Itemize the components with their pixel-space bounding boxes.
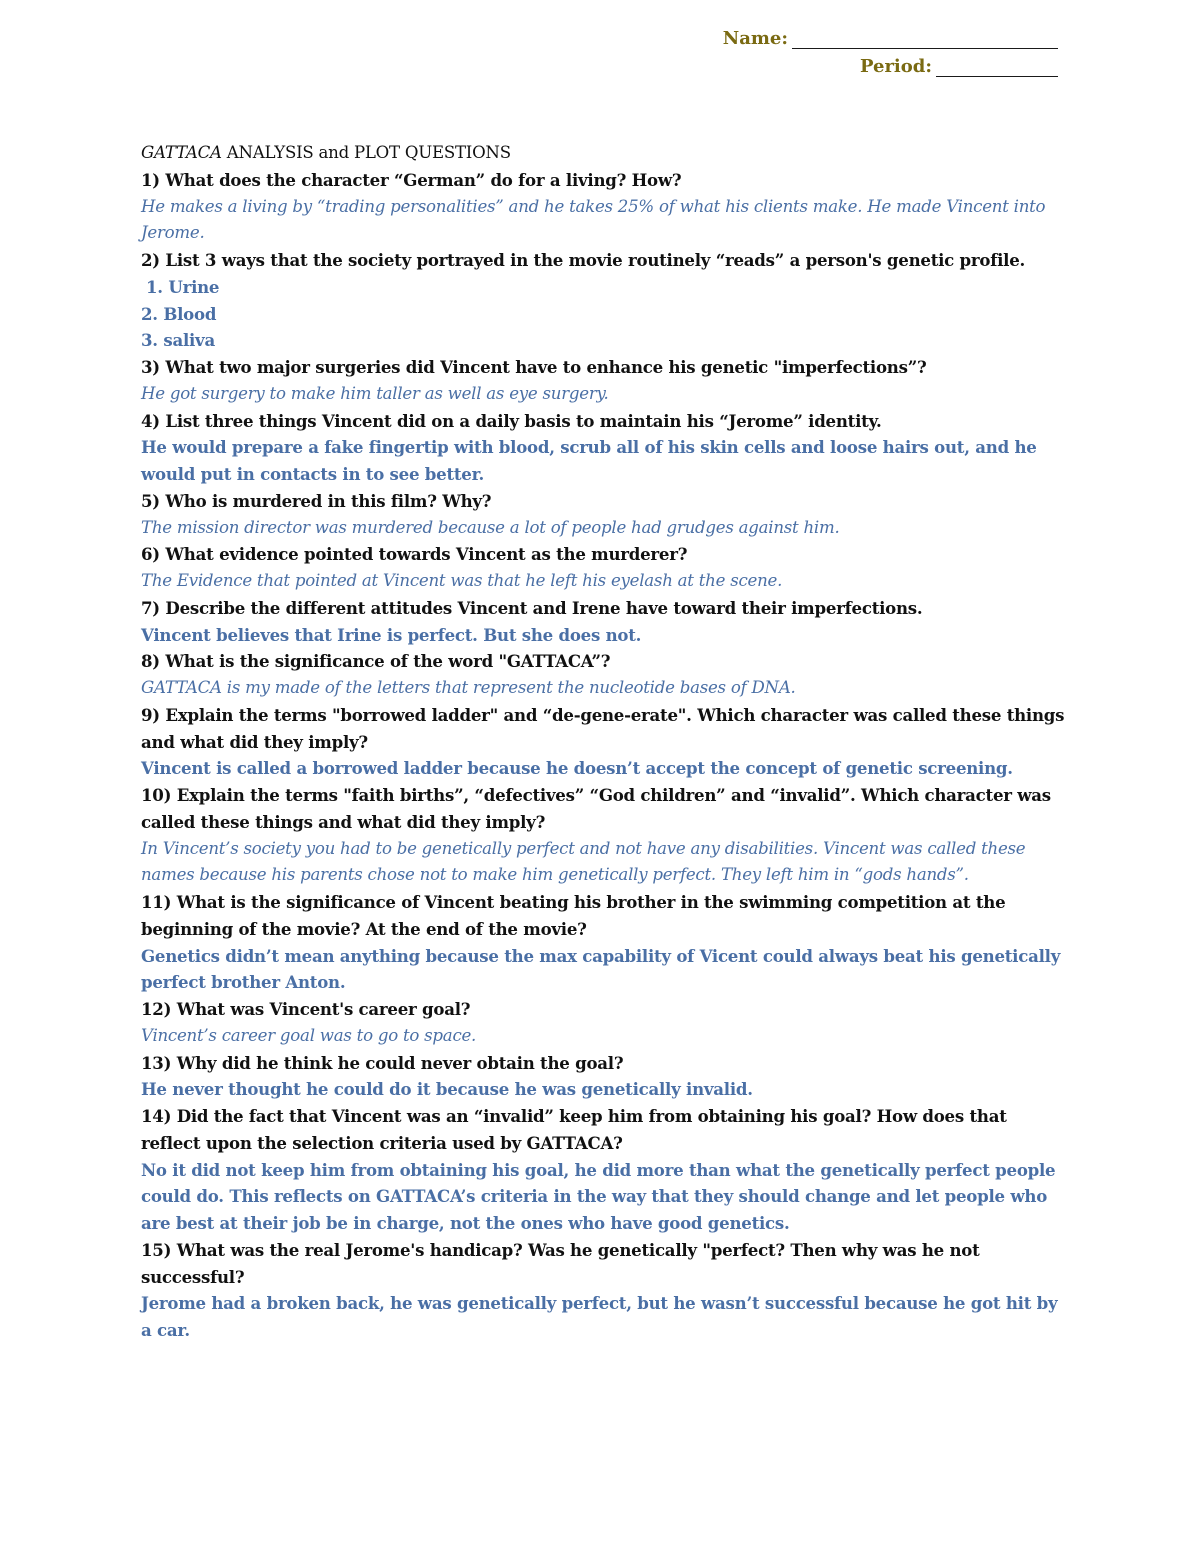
answer-2-item-1: 1. Urine xyxy=(146,276,220,297)
answer-13: He never thought he could do it because he was genetically invalid. xyxy=(141,1079,753,1100)
answer-5: The mission director was murdered because a lot of people had grudges against him. xyxy=(141,517,840,537)
question-13: 13) Why did he think he could never obtain the goal? xyxy=(141,1052,624,1073)
answer-8: GATTACA is my made of the letters that represent the nucleotide bases of DNA. xyxy=(141,678,796,697)
question-9: 9) Explain the terms "borrowed ladder" and “de-gene-erate". Which character was called these things and what did they imply? xyxy=(141,704,1065,752)
answer-4: He would prepare a fake fingertip with blood, scrub all of his skin cells and loose hairs out, and he would put in contacts in to see better. xyxy=(141,437,1037,484)
question-14: 14) Did the fact that Vincent was an “invalid” keep him from obtaining his goal? How does that reflect upon the selection criteria used by GATTACA? xyxy=(141,1106,1007,1153)
question-3: 3) What two major surgeries did Vincent have to enhance his genetic "imperfections”? xyxy=(141,357,927,377)
period-blank-line[interactable] xyxy=(936,56,1058,77)
worksheet-body xyxy=(141,140,1071,1344)
title-film-name: GATTACA xyxy=(141,143,222,162)
question-10: 10) Explain the terms "faith births”, “defectives” “God children” and “invalid”. Which character was called these things and what did they imply? xyxy=(141,785,1051,832)
period-field-row xyxy=(860,56,1058,77)
question-11: 11) What is the significance of Vincent beating his brother in the swimming competition at the beginning of the movie? At the end of the movie? xyxy=(141,892,1006,939)
name-label: Name: xyxy=(722,28,788,49)
answer-6: The Evidence that pointed at Vincent was that he left his eyelash at the scene. xyxy=(141,571,783,590)
question-1: 1) What does the character “German” do for a living? How? xyxy=(141,169,682,190)
question-8: 8) What is the significance of the word "GATTACA”? xyxy=(141,651,611,672)
answer-7: Vincent believes that Irine is perfect. But she does not. xyxy=(141,624,642,645)
question-2: 2) List 3 ways that the society portrayed in the movie routinely “reads” a person's genetic profile. xyxy=(141,250,1026,270)
question-5: 5) Who is murdered in this film? Why? xyxy=(141,490,492,511)
answer-10: In Vincent’s society you had to be genetically perfect and not have any disabilities. Vincent was called these names because his parents chose not to make him genetically perfect. They left him in “gods hands”. xyxy=(141,838,1026,885)
name-field-row xyxy=(723,28,1058,49)
answer-11: Genetics didn’t mean anything because the max capability of Vicent could always beat his genetically perfect brother Anton. xyxy=(141,945,1061,993)
question-15: 15) What was the real Jerome's handicap? Was he genetically "perfect? Then why was he not successful? xyxy=(141,1239,980,1287)
answer-15: Jerome had a broken back, he was genetically perfect, but he wasn’t successful because he got hit by a car. xyxy=(141,1293,1058,1340)
answer-3: He got surgery to make him taller as well as eye surgery. xyxy=(141,383,609,403)
title-rest: ANALYSIS and PLOT QUESTIONS xyxy=(221,143,511,162)
answer-2-item-3: 3. saliva xyxy=(141,330,215,351)
answer-2-item-2: 2. Blood xyxy=(141,303,217,324)
name-blank-line[interactable] xyxy=(792,28,1058,49)
worksheet-title xyxy=(141,140,1071,167)
answer-12: Vincent’s career goal was to go to space. xyxy=(141,1025,477,1045)
answer-1: He makes a living by “trading personalities” and he takes 25% of what his clients make. He made Vincent into Jerome. xyxy=(141,196,1046,243)
answer-14: No it did not keep him from obtaining his goal, he did more than what the genetically perfect people could do. This reflects on GATTACA’s criteria in the way that they should change and let people who are best at their job be in charge, not the ones who have good genetics. xyxy=(141,1159,1056,1233)
period-label: Period: xyxy=(859,56,932,77)
question-6: 6) What evidence pointed towards Vincent as the murderer? xyxy=(141,544,688,565)
answer-9: Vincent is called a borrowed ladder because he doesn’t accept the concept of genetic screening. xyxy=(141,758,1013,779)
question-7: 7) Describe the different attitudes Vincent and Irene have toward their imperfections. xyxy=(141,597,923,618)
question-4: 4) List three things Vincent did on a daily basis to maintain his “Jerome” identity. xyxy=(141,410,882,431)
question-12: 12) What was Vincent's career goal? xyxy=(141,999,471,1019)
